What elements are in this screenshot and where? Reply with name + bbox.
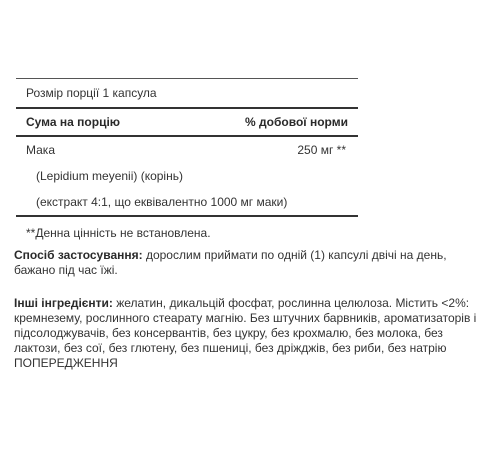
ingredient-name: Мака bbox=[26, 143, 55, 157]
ingredient-amount: 250 мг ** bbox=[297, 143, 346, 157]
daily-value-heading: % добової норми bbox=[245, 115, 348, 129]
ingredients-label: Інші інгредієнти: bbox=[14, 296, 113, 310]
usage-text: дорослим приймати по одній (1) капсулі двічі на день, бажано під час їжі. bbox=[14, 248, 447, 277]
amount-per-serving-heading: Сума на порцію bbox=[26, 115, 121, 129]
usage-label: Спосіб застосування: bbox=[14, 248, 143, 262]
table-header bbox=[16, 107, 358, 137]
ingredients-text: желатин, дикальцій фосфат, рослинна целюлоза. Містить <2%: кремнезему, рослинного стеарату магнію. Без штучних барвників, ароматизаторів і підсолоджувачів, без консервантів, без цукру, без крохмалю, без молока, без лактози, без сої, без глютену, без пшениці, без дріжджів, без риби, без натрію ПОПЕРЕДЖЕННЯ bbox=[14, 296, 477, 370]
footnote: **Денна цінність не встановлена. bbox=[16, 215, 358, 249]
ingredient-extract-note: (екстракт 4:1, що еквівалентно 1000 мг маки) bbox=[36, 195, 288, 209]
supplement-facts-table bbox=[16, 78, 358, 249]
serving-size: Розмір порції 1 капсула bbox=[16, 78, 358, 107]
ingredient-botanical-name: (Lepidium meyenii) (корінь) bbox=[36, 169, 183, 183]
table-row bbox=[16, 137, 358, 163]
other-ingredients-section bbox=[14, 296, 490, 371]
usage-section bbox=[14, 248, 490, 278]
